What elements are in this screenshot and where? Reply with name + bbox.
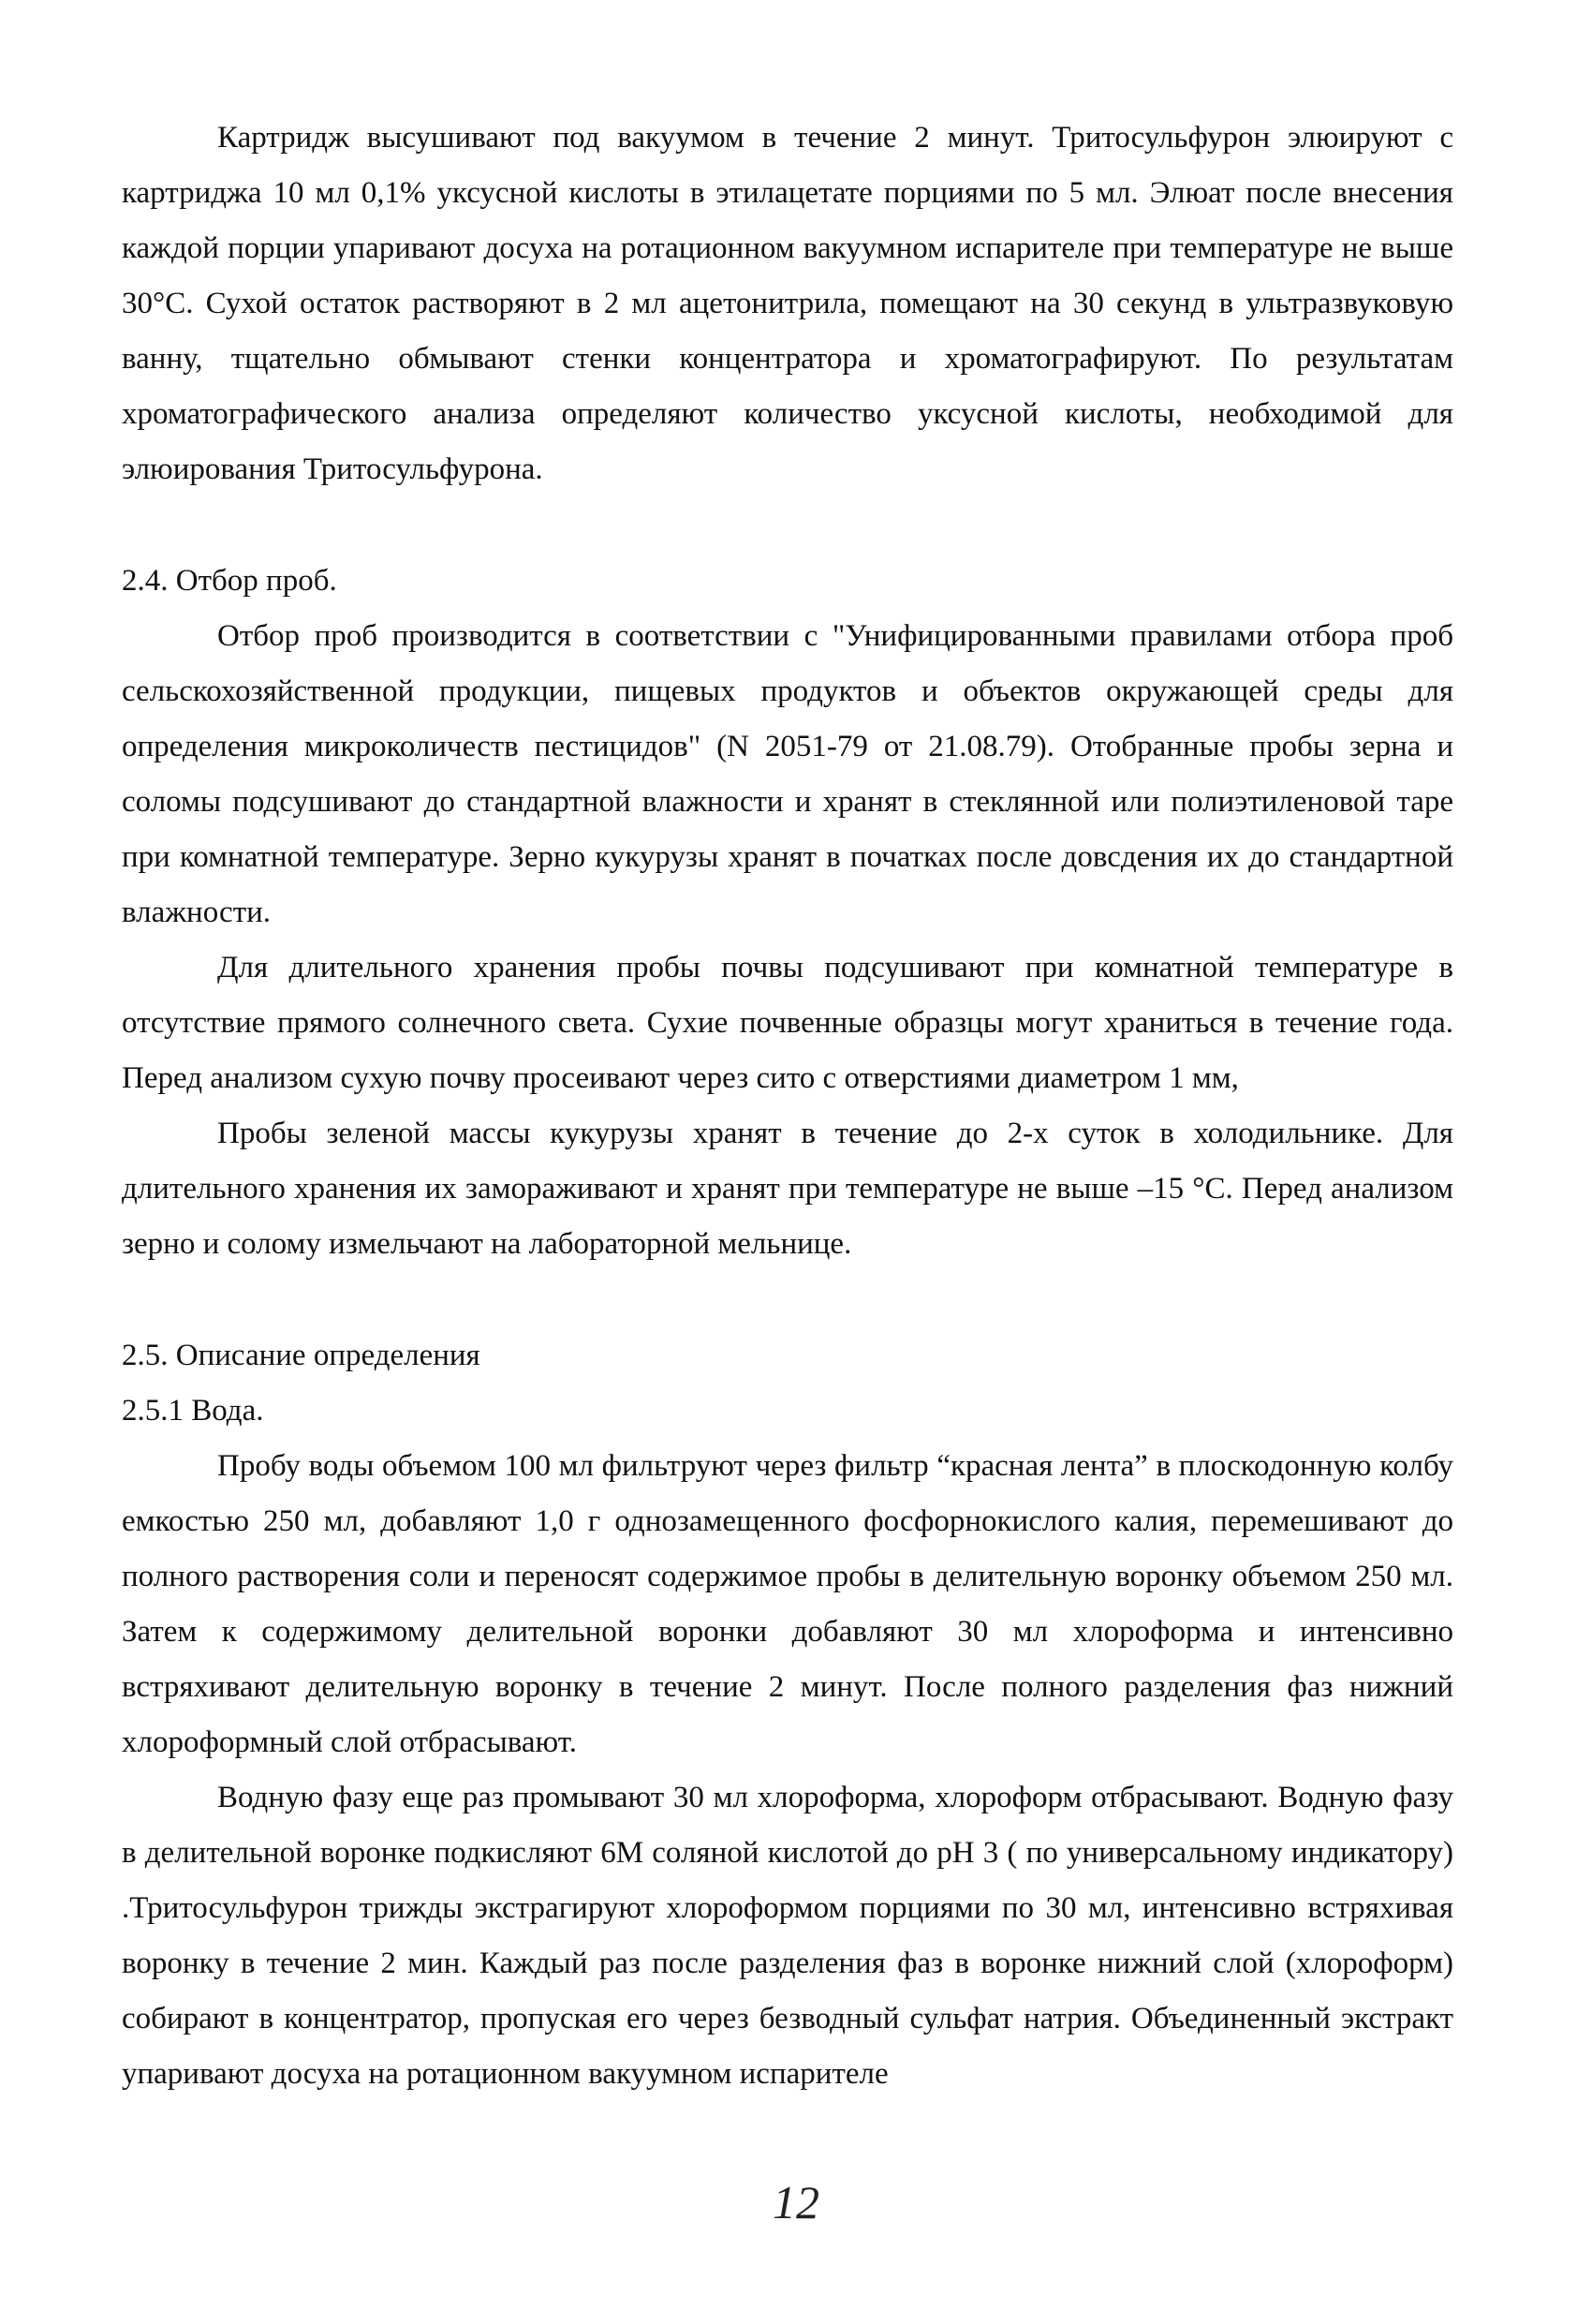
spacer xyxy=(122,497,1453,554)
section-heading-2-5: 2.5. Описание определения xyxy=(122,1339,480,1372)
paragraph-water-filtration: Пробу воды объемом 100 мл фильтруют через фильтр “красная лента” в плоскодонную колбу емкостью 250 мл, добавляют 1,0 г однозамещенного фосфорнокислого калия, перемешивают до полного растворения соли и переносят содержимое пробы в делительную воронку объемом 250 мл. Затем к содержимому делительной воронки добавляют 30 мл хлороформа и интенсивно встряхивают делительную воронку в течение 2 минут. После полного разделения фаз нижний хлороформный слой отбрасывают. xyxy=(122,1449,1453,1759)
paragraph-green-mass-storage: Пробы зеленой массы кукурузы хранят в течение до 2-х суток в холодильнике. Для длительного хранения их замораживают и хранят при температуре не выше –15 °С. Перед анализом зерно и солому измельчают на лабораторной мельнице. xyxy=(122,1117,1453,1261)
paragraph-cartridge-drying: Картридж высушивают под вакуумом в течение 2 минут. Тритосульфурон элюируют с картриджа 10 мл 0,1% уксусной кислоты в этилацетате порциями по 5 мл. Элюат после внесения каждой порции упаривают досуха на ротационном вакуумном испарителе при температуре не выше 30°С. Сухой остаток растворяют в 2 мл ацетонитрила, помещают на 30 секунд в ультразвуковую ванну, тщательно обмывают стенки концентратора и хроматографируют. По результатам хроматографического анализа определяют количество уксусной кислоты, необходимой для элюирования Тритосульфурона. xyxy=(122,121,1453,486)
page-body xyxy=(122,111,1453,2102)
paragraph-water-extraction: Водную фазу еще раз промывают 30 мл хлороформа, хлороформ отбрасывают. Водную фазу в делительной воронке подкисляют 6М соляной кислотой до pH 3 ( по универсальному индикатору) .Тритосульфурон трижды экстрагируют хлороформом порциями по 30 мл, интенсивно встряхивая воронку в течение 2 мин. Каждый раз после разделения фаз в воронке нижний слой (хлороформ) собирают в концентратор, пропуская его через безводный сульфат натрия. Объединенный экстракт упаривают досуха на ротационном вакуумном испарителе xyxy=(122,1781,1453,2091)
spacer xyxy=(122,1272,1453,1328)
paragraph-sampling-rules: Отбор проб производится в соответствии с "Унифицированными правилами отбора проб сельскохозяйственной продукции, пищевых продуктов и объектов окружающей среды для определения микроколичеств пестицидов" (N 2051-79 от 21.08.79). Отобранные пробы зерна и соломы подсушивают до стандартной влажности и хранят в стеклянной или полиэтиленовой таре при комнатной температуре. Зерно кукурузы хранят в початках после довсдения их до стандартной влажности. xyxy=(122,619,1453,929)
section-heading-2-4: 2.4. Отбор проб. xyxy=(122,564,337,598)
paragraph-soil-storage: Для длительного хранения пробы почвы подсушивают при комнатной температуре в отсутствие прямого солнечного света. Сухие почвенные образцы могут храниться в течение года. Перед анализом сухую почву просеивают через сито с отверстиями диаметром 1 мм, xyxy=(122,951,1453,1095)
page-number: 12 xyxy=(773,2176,819,2228)
section-heading-2-5-1: 2.5.1 Вода. xyxy=(122,1394,264,1428)
